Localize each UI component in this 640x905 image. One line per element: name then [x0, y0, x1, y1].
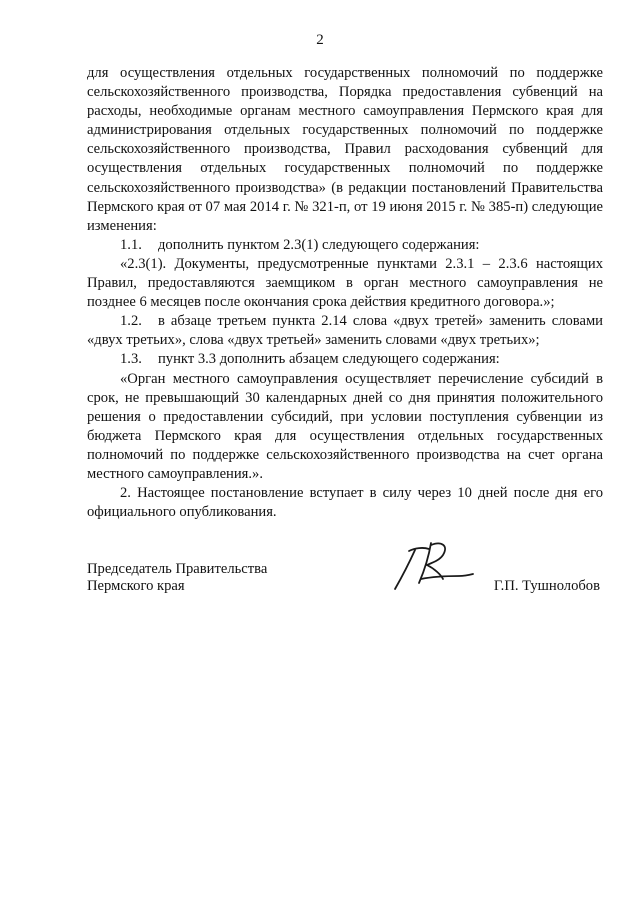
signatory-position-line-2: Пермского края [87, 578, 185, 594]
item-2-paragraph: 2. Настоящее постановление вступает в силу через 10 дней после дня его официального опубликования. [87, 485, 603, 521]
item-1-1 [87, 236, 603, 255]
item-1-1-number: 1.1. [120, 236, 142, 253]
signatory-position-line-1: Председатель Правительства [87, 561, 268, 577]
signatory-position [87, 561, 267, 595]
item-1-2-text: в абзаце третьем пункта 2.14 слова «двух третей» заменить словами «двух третьих», слова «двух третьей» заменить словами «двух третьих»; [87, 313, 603, 349]
document-body [87, 64, 603, 522]
item-1-3 [87, 350, 603, 369]
item-1-3-number: 1.3. [120, 351, 142, 368]
item-1-1-text: дополнить пунктом 2.3(1) следующего содержания: [158, 236, 480, 253]
quote-paragraph-3-3: «Орган местного самоуправления осуществляет перечисление субсидий в срок, не превышающий 30 календарных дней со дня принятия положительного решения о предоставлении субсидий, при условии поступления субвенции из бюджета Пермского края для осуществления отдельных государственных полномочий по поддержке сельскохозяйственного производства на счет органа местного самоуправления.». [87, 370, 603, 482]
intro-paragraph: для осуществления отдельных государственных полномочий по поддержке сельскохозяйственного производства, Порядка предоставления субвенций на расходы, необходимые органам местного самоуправления Пермского края для администрирования отдельных государственных полномочий по поддержке сельскохозяйственного производства, Правил расходования субвенций для осуществления отдельных государственных полномочий по поддержке сельскохозяйственного производства» (в редакции постановлений Правительства Пермского края от 07 мая 2014 г. № 321-п, от 19 июня 2015 г. № 385-п) следующие изменения: [87, 65, 603, 234]
quote-paragraph-2-3-1: «2.3(1). Документы, предусмотренные пунктами 2.3.1 – 2.3.6 настоящих Правил, предоставляются заемщиком в орган местного самоуправления не позднее 6 месяцев после окончания срока действия кредитного договора.»; [87, 255, 603, 311]
item-1-2 [87, 312, 603, 350]
signatory-name: Г.П. Тушнолобов [493, 578, 600, 594]
page-number: 2 [316, 32, 324, 48]
item-1-3-text: пункт 3.3 дополнить абзацем следующего содержания: [158, 351, 500, 368]
item-1-2-number: 1.2. [120, 313, 142, 330]
signature-block [87, 561, 603, 621]
handwritten-signature [385, 533, 485, 595]
